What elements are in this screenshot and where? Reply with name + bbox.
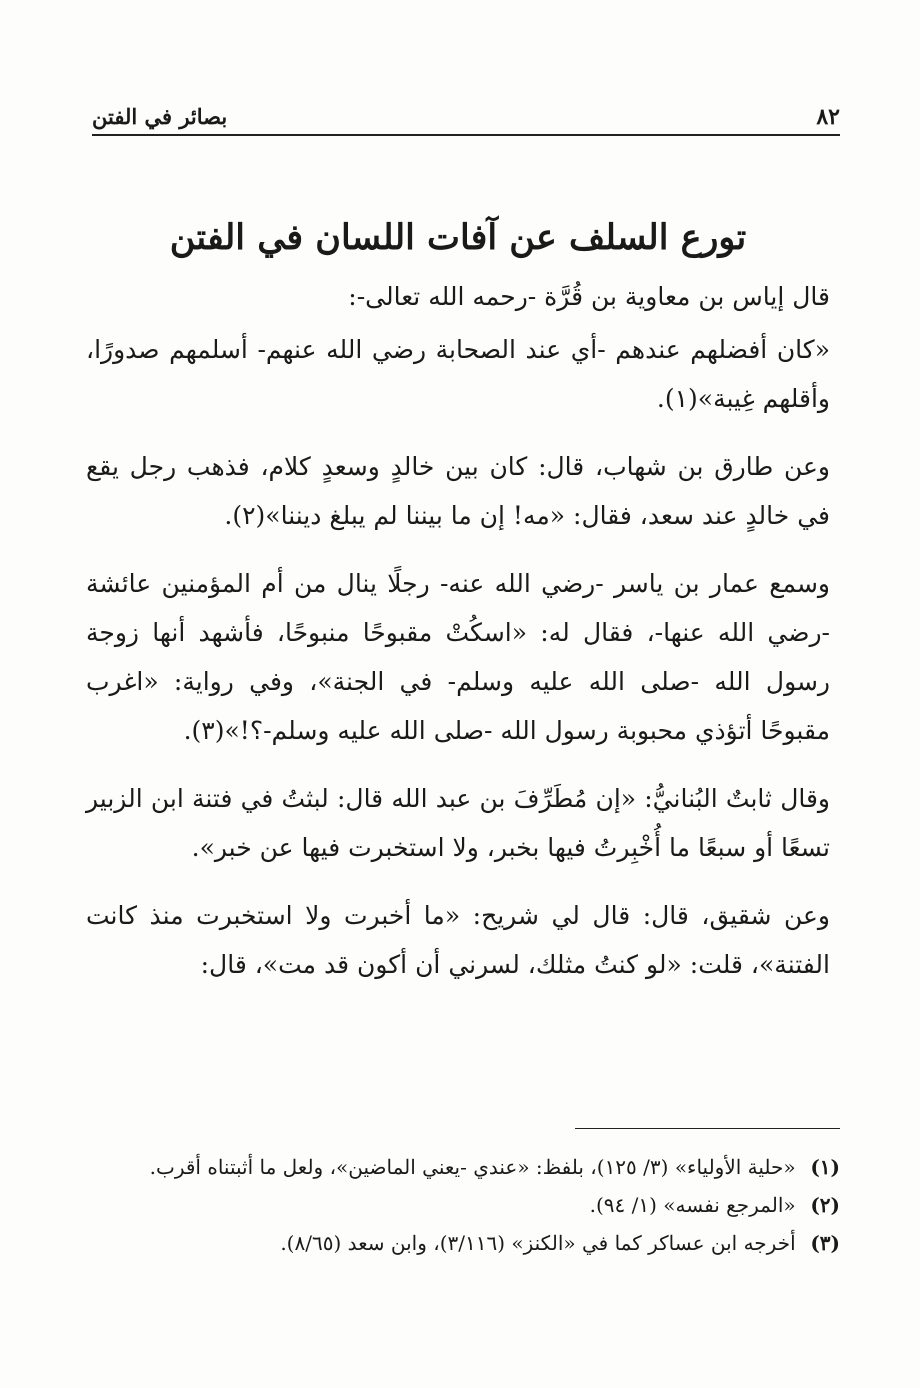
running-header — [92, 92, 840, 132]
paragraph: وسمع عمار بن ياسر -رضي الله عنه- رجلًا ينال من أم المؤمنين عائشة -رضي الله عنها-، فقال له: «اسكُتْ مقبوحًا منبوحًا، فأشهد أنها زوجة رسول الله -صلى الله عليه وسلم- في الجنة»، وفي رواية: «اغرب مقبوحًا أتؤذي محبوبة رسول الله -صلى الله عليه وسلم-؟!»(٣). — [86, 569, 830, 745]
paragraph: وعن شقيق، قال: قال لي شريح: «ما أخبرت ولا استخبرت منذ كانت الفتنة»، قلت: «لو كنتُ مثلك، لسرني أن أكون قد مت»، قال: — [86, 901, 830, 979]
footnote-text: «المرجع نفسه» (١/ ٩٤). — [589, 1193, 796, 1217]
footnote — [92, 1186, 840, 1224]
footnotes — [92, 1148, 840, 1262]
footnote-number: (٣) — [810, 1231, 840, 1255]
paragraph: قال إياس بن معاوية بن قُرَّة -رحمه الله تعالى-: — [348, 282, 830, 311]
footnote — [92, 1224, 840, 1262]
page-number: ٨٢ — [816, 104, 840, 130]
paragraph: وقال ثابتٌ البُنانيُّ: «إن مُطَرِّفَ بن عبد الله قال: لبثتُ في فتنة ابن الزبير تسعًا أو سبعًا ما أُخْبِرتُ فيها بخبر، ولا استخبرت فيها عن خبر». — [86, 784, 830, 862]
footnote-number: (١) — [810, 1155, 840, 1179]
footnote-number: (٢) — [810, 1193, 840, 1217]
footnote — [92, 1148, 840, 1186]
running-title: بصائر في الفتن — [92, 104, 228, 129]
footnote-text: «حلية الأولياء» (٣/ ١٢٥)، بلفظ: «عندي -يعني الماضين»، ولعل ما أثبتناه أقرب. — [149, 1155, 796, 1179]
footnote-text: أخرجه ابن عساكر كما في «الكنز» (٣/١١٦)، وابن سعد (٨/٦٥). — [280, 1231, 796, 1255]
paragraph: «كان أفضلهم عندهم -أي عند الصحابة رضي الله عنهم- أسلمهم صدورًا، وأقلهم غِيبة»(١). — [86, 335, 830, 413]
header-rule — [92, 134, 840, 136]
paragraph: وعن طارق بن شهاب، قال: كان بين خالدٍ وسعدٍ كلام، فذهب رجل يقع في خالدٍ عند سعد، فقال: «مه! إن ما بيننا لم يبلغ ديننا»(٢). — [86, 452, 830, 530]
main-text — [86, 210, 830, 1008]
section-title: تورع السلف عن آفات اللسان في الفتن — [169, 217, 747, 258]
footnote-separator — [575, 1128, 840, 1129]
